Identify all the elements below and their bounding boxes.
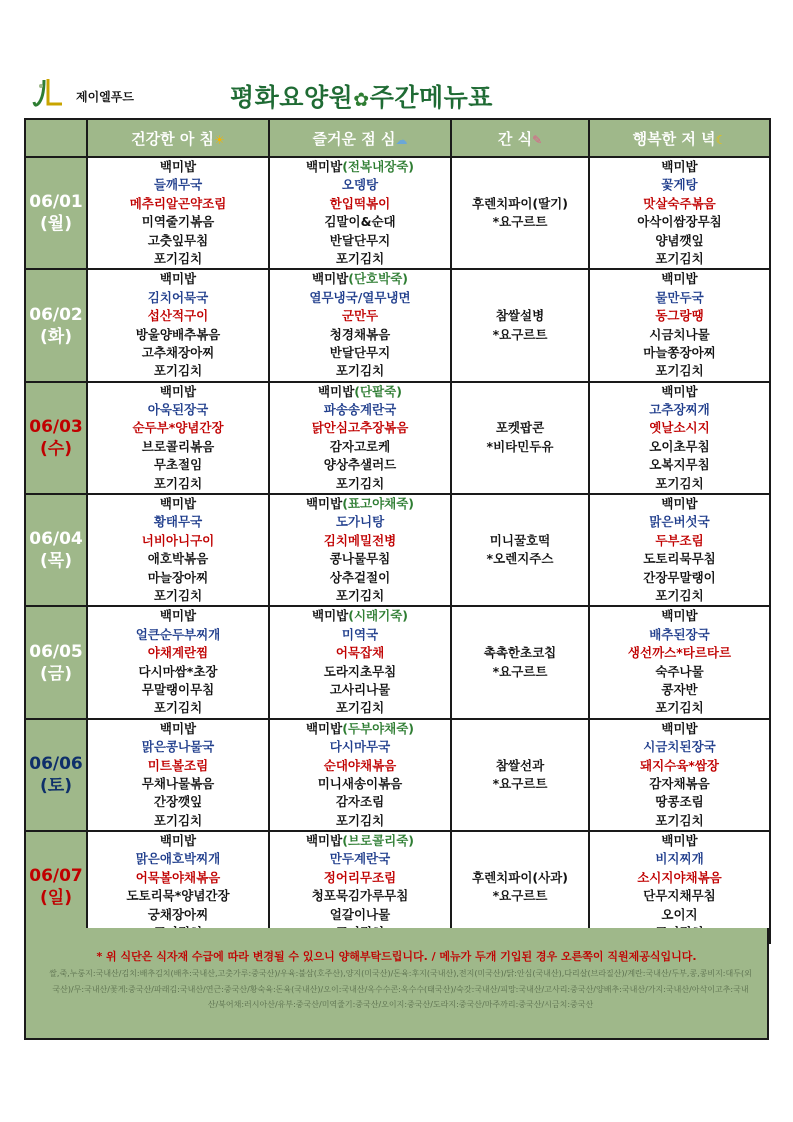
menu-item: 닭안심고추장볶음 bbox=[311, 420, 409, 436]
snack-item: 후렌치파이(딸기) bbox=[472, 195, 568, 211]
footer bbox=[24, 928, 769, 1040]
menu-item: 땅콩조림 bbox=[655, 794, 704, 810]
date-cell bbox=[25, 494, 87, 606]
weekday-label: (토) bbox=[40, 775, 72, 796]
menu-item: 고춧잎무침 bbox=[147, 232, 209, 248]
menu-item: 미니새송이볶음 bbox=[317, 775, 403, 791]
menu-item: 포기김치 bbox=[655, 250, 704, 266]
menu-item: 김말이&순대 bbox=[324, 214, 396, 230]
menu-item: 미역국 bbox=[341, 626, 379, 642]
lunch-cell bbox=[269, 157, 451, 269]
column-header-breakfast: 건강한 아 침☀ bbox=[87, 119, 269, 157]
menu-item: 상추겉절이 bbox=[329, 569, 391, 585]
menu-item: 백미밥(표고야채죽) bbox=[305, 496, 415, 512]
menu-item: 콩자반 bbox=[661, 681, 698, 697]
menu-item: 감자조림 bbox=[335, 794, 385, 810]
breakfast-cell bbox=[87, 606, 269, 718]
menu-item: 맛살숙주볶음 bbox=[643, 195, 716, 211]
menu-item: 브로콜리볶음 bbox=[141, 438, 215, 454]
weekday-label: (수) bbox=[40, 438, 72, 459]
menu-item: 김치어묵국 bbox=[147, 289, 209, 305]
menu-item: 간장무말랭이 bbox=[643, 569, 716, 585]
menu-item: 백미밥 bbox=[661, 496, 698, 512]
day-row bbox=[25, 606, 770, 718]
menu-item: 마늘쫑장아찌 bbox=[643, 344, 716, 360]
menu-item: 두부조림 bbox=[655, 532, 704, 548]
snack-item: *요구르트 bbox=[492, 214, 548, 230]
rainbow-icon: ☁ bbox=[395, 132, 408, 147]
menu-item: 맑은애호박찌개 bbox=[135, 851, 221, 867]
menu-item: 얼큰순두부찌개 bbox=[135, 626, 221, 642]
ice-cream-icon: ✎ bbox=[532, 132, 543, 147]
snack-item: *요구르트 bbox=[492, 888, 548, 904]
menu-item: 포기김치 bbox=[655, 700, 704, 716]
menu-item: 백미밥 bbox=[661, 720, 698, 736]
snack-item: *요구르트 bbox=[492, 775, 548, 791]
column-header-snack: 간 식✎ bbox=[451, 119, 589, 157]
menu-item: 배추된장국 bbox=[649, 626, 710, 642]
breakfast-cell bbox=[87, 382, 269, 494]
menu-item: 시금치나물 bbox=[649, 326, 710, 342]
menu-item: 마늘장아찌 bbox=[147, 569, 209, 585]
snack-item: *요구르트 bbox=[492, 326, 548, 342]
menu-item: 어묵볼야채볶음 bbox=[135, 869, 221, 885]
date-cell bbox=[25, 157, 87, 269]
menu-item: 황태무국 bbox=[153, 514, 203, 530]
menu-item: 파송송계란국 bbox=[323, 402, 397, 418]
menu-item: 콩나물무침 bbox=[329, 551, 391, 567]
menu-item: 아욱된장국 bbox=[147, 402, 209, 418]
menu-item: 궁채장아찌 bbox=[147, 906, 209, 922]
menu-item: 오이지 bbox=[661, 906, 698, 922]
menu-item: 백미밥(두부야채죽) bbox=[305, 720, 415, 736]
snack-cell bbox=[451, 719, 589, 831]
menu-item: 고추채장아찌 bbox=[141, 344, 215, 360]
breakfast-cell bbox=[87, 719, 269, 831]
menu-item: 백미밥(브로콜리죽) bbox=[305, 833, 415, 849]
menu-item: 포기김치 bbox=[655, 363, 704, 379]
menu-item: 고추장찌개 bbox=[649, 402, 710, 418]
date-cell bbox=[25, 382, 87, 494]
menu-item: 양념깻잎 bbox=[655, 232, 704, 248]
porridge-note: (두부야채죽) bbox=[342, 720, 415, 736]
snack-item: 촉촉한초코칩 bbox=[483, 645, 557, 661]
snack-cell bbox=[451, 269, 589, 381]
menu-item: 포기김치 bbox=[153, 700, 203, 716]
menu-item: 시금치된장국 bbox=[643, 739, 716, 755]
weekly-menu-table bbox=[24, 118, 771, 944]
date-cell bbox=[25, 719, 87, 831]
snack-item: *오렌지주스 bbox=[486, 551, 554, 567]
menu-item: 백미밥(단팥죽) bbox=[318, 383, 402, 399]
menu-item: 포기김치 bbox=[655, 475, 704, 491]
snack-item: *요구르트 bbox=[492, 663, 548, 679]
menu-item: 미트볼조림 bbox=[147, 757, 209, 773]
snack-cell bbox=[451, 606, 589, 718]
menu-item: 백미밥 bbox=[159, 496, 197, 512]
breakfast-cell bbox=[87, 269, 269, 381]
dinner-cell bbox=[589, 606, 770, 718]
menu-item: 포기김치 bbox=[655, 587, 704, 603]
menu-item: 포기김치 bbox=[335, 475, 385, 491]
menu-item: 청포묵김가루무침 bbox=[311, 888, 409, 904]
brand-name: 제이엘푸드 bbox=[76, 90, 134, 104]
lunch-cell bbox=[269, 606, 451, 718]
menu-item: 포기김치 bbox=[335, 812, 385, 828]
menu-item: 오복지무침 bbox=[649, 457, 710, 473]
menu-item: 포기김치 bbox=[153, 475, 203, 491]
menu-item: 한입떡볶이 bbox=[329, 195, 391, 211]
menu-item: 애호박볶음 bbox=[147, 551, 209, 567]
menu-item: 옛날소시지 bbox=[649, 420, 710, 436]
menu-item: 순두부*양념간장 bbox=[132, 420, 224, 436]
menu-item: 도토리묵*양념간장 bbox=[126, 888, 230, 904]
menu-item: 돼지수육*쌈장 bbox=[640, 757, 719, 773]
menu-item: 감자고로케 bbox=[329, 438, 391, 454]
menu-item: 정어리무조림 bbox=[323, 869, 397, 885]
menu-item: 백미밥 bbox=[661, 271, 698, 287]
lunch-cell bbox=[269, 719, 451, 831]
snack-cell bbox=[451, 382, 589, 494]
jl-food-logo-icon bbox=[32, 76, 66, 112]
menu-item: 백미밥 bbox=[661, 159, 698, 174]
snack-item: 미니꿀호떡 bbox=[489, 532, 551, 548]
menu-item: 숙주나물 bbox=[655, 663, 704, 679]
menu-item: 섭산적구이 bbox=[147, 308, 209, 324]
menu-item: 포기김치 bbox=[335, 363, 385, 379]
date-label: 06/03 bbox=[29, 416, 83, 437]
day-row bbox=[25, 719, 770, 831]
day-row bbox=[25, 494, 770, 606]
porridge-note: (브로콜리죽) bbox=[342, 833, 415, 849]
header-row bbox=[25, 119, 770, 157]
menu-item: 오뎅탕 bbox=[341, 177, 379, 193]
menu-item: 포기김치 bbox=[153, 250, 203, 266]
day-row bbox=[25, 269, 770, 381]
snack-item: *비타민두유 bbox=[486, 438, 554, 454]
dinner-cell bbox=[589, 269, 770, 381]
menu-item: 백미밥 bbox=[159, 833, 197, 849]
menu-item: 단무지채무침 bbox=[643, 888, 716, 904]
menu-item: 물만두국 bbox=[655, 289, 704, 305]
menu-item: 열무냉국/열무냉면 bbox=[309, 289, 411, 305]
menu-item: 포기김치 bbox=[153, 587, 203, 603]
menu-item: 백미밥 bbox=[159, 159, 197, 174]
menu-item: 포기김치 bbox=[153, 363, 203, 379]
date-label: 06/02 bbox=[29, 304, 83, 325]
date-label: 06/07 bbox=[29, 866, 83, 887]
weekday-label: (월) bbox=[40, 214, 72, 235]
weekday-label: (일) bbox=[40, 888, 72, 909]
snack-item: 참쌀선과 bbox=[495, 757, 545, 773]
menu-item: 김치메밀전병 bbox=[323, 532, 397, 548]
menu-item: 만두계란국 bbox=[329, 851, 391, 867]
menu-item: 백미밥(시래기죽) bbox=[312, 608, 408, 624]
porridge-note: (표고야채죽) bbox=[342, 496, 415, 512]
menu-item: 포기김치 bbox=[655, 812, 704, 828]
menu-item: 도라지초무침 bbox=[323, 663, 397, 679]
menu-item: 간장깻잎 bbox=[153, 794, 203, 810]
lunch-cell bbox=[269, 382, 451, 494]
menu-item: 도가니탕 bbox=[335, 514, 385, 530]
menu-item: 방울양배추볶음 bbox=[135, 326, 221, 342]
menu-item: 백미밥(단호박죽) bbox=[312, 271, 408, 287]
menu-item: 야채계란찜 bbox=[147, 645, 209, 661]
menu-item: 무말랭이무침 bbox=[141, 681, 215, 697]
sun-icon: ☀ bbox=[214, 132, 225, 147]
dinner-cell bbox=[589, 157, 770, 269]
menu-item: 오이초무침 bbox=[649, 438, 710, 454]
menu-item: 무채나물볶음 bbox=[141, 775, 215, 791]
menu-item: 백미밥(전복내장죽) bbox=[305, 159, 415, 174]
menu-item: 포기김치 bbox=[335, 250, 385, 266]
snack-cell bbox=[451, 831, 589, 943]
menu-item: 도토리묵무침 bbox=[643, 551, 716, 567]
date-label: 06/01 bbox=[29, 192, 83, 213]
menu-item: 포기김치 bbox=[335, 587, 385, 603]
menu-item: 동그랑땡 bbox=[655, 308, 704, 324]
origin-info: 쌀,죽,누룽지:국내산/김치:배추김치(배추:국내산,고춧가루:중국산)/우육:불삼(호주산),양지(미국산)/돈육:후지(국내산),전지(미국산)/닭:안심(국내산),다리살(브라질산)/계란:국내산/두부,콩,콩비지:대두(외국산)/무:국내산/꽃게:중국산/파래김:국내산/연근:중국산/황숙육:돈육(국내산)/오이:국내산/옥수수콘:옥수수(태국산)/숙갓:국내산/피망:국내산/고사리:중국산/양배추:국내산/가지:국내산/아삭이고추:국내산/북어채:러시아산/유부:중국산/미역줄기:중국산/오이지:중국산/도라지:중국산/마주까리:중국산/시금치:중국산 bbox=[49, 969, 752, 1009]
menu-item: 백미밥 bbox=[159, 608, 197, 624]
menu-item: 양상추샐러드 bbox=[323, 457, 397, 473]
date-cell bbox=[25, 606, 87, 718]
clover-icon: ✿ bbox=[353, 89, 370, 111]
column-header-dinner: 행복한 저 녁☾ bbox=[589, 119, 770, 157]
snack-cell bbox=[451, 157, 589, 269]
menu-item: 포기김치 bbox=[153, 812, 203, 828]
menu-item: 어묵잡채 bbox=[335, 645, 385, 661]
title-text-2: 주간메뉴표 bbox=[369, 83, 493, 112]
menu-item: 반달단무지 bbox=[329, 232, 391, 248]
menu-item: 백미밥 bbox=[159, 720, 197, 736]
porridge-note: (전복내장죽) bbox=[342, 159, 415, 174]
corner-cell bbox=[25, 119, 87, 157]
menu-item: 감자채볶음 bbox=[649, 775, 710, 791]
snack-item: 후렌치파이(사과) bbox=[472, 869, 568, 885]
menu-item: 순대야채볶음 bbox=[323, 757, 397, 773]
footer-notice: * 위 식단은 식자재 수급에 따라 변경될 수 있으니 양해부탁드립니다. / 메뉴가 두개 기입된 경우 오른쪽이 직원제공식입니다. bbox=[96, 950, 697, 963]
menu-item: 맑은콩나물국 bbox=[141, 739, 215, 755]
weekday-label: (금) bbox=[40, 663, 72, 684]
menu-item: 고사리나물 bbox=[329, 681, 391, 697]
dinner-cell bbox=[589, 719, 770, 831]
date-label: 06/05 bbox=[29, 641, 83, 662]
menu-item: 청경채볶음 bbox=[329, 326, 391, 342]
menu-item: 군만두 bbox=[341, 308, 379, 324]
weekday-label: (화) bbox=[40, 326, 72, 347]
date-cell bbox=[25, 831, 87, 943]
snack-cell bbox=[451, 494, 589, 606]
menu-item: 백미밥 bbox=[661, 833, 698, 849]
brand-logo bbox=[32, 76, 172, 112]
menu-item: 맑은버섯국 bbox=[649, 514, 710, 530]
menu-item: 다시마쌈*초장 bbox=[138, 663, 218, 679]
menu-item: 메추리알곤약조림 bbox=[129, 195, 227, 211]
menu-item: 비지찌개 bbox=[655, 851, 704, 867]
snack-item: 포켓팝콘 bbox=[495, 420, 545, 436]
dinner-cell bbox=[589, 382, 770, 494]
column-header-lunch: 즐거운 점 심☁ bbox=[269, 119, 451, 157]
breakfast-cell bbox=[87, 831, 269, 943]
breakfast-cell bbox=[87, 494, 269, 606]
day-row bbox=[25, 831, 770, 943]
menu-item: 백미밥 bbox=[661, 608, 698, 624]
snack-item: 참쌀설병 bbox=[495, 308, 545, 324]
porridge-note: (단팥죽) bbox=[354, 383, 402, 399]
menu-item: 무초절임 bbox=[153, 457, 203, 473]
day-row bbox=[25, 157, 770, 269]
menu-item: 다시마무국 bbox=[329, 739, 391, 755]
menu-body bbox=[25, 157, 770, 943]
menu-item: 너비아니구이 bbox=[141, 532, 215, 548]
menu-item: 백미밥 bbox=[159, 271, 197, 287]
menu-item: 백미밥 bbox=[159, 383, 197, 399]
dinner-cell bbox=[589, 831, 770, 943]
title-text: 평화요양원 bbox=[230, 83, 354, 112]
menu-item: 미역줄기볶음 bbox=[141, 214, 215, 230]
menu-item: 포기김치 bbox=[335, 700, 385, 716]
menu-item: 반달단무지 bbox=[329, 344, 391, 360]
menu-item: 백미밥 bbox=[661, 383, 698, 399]
menu-item: 소시지야채볶음 bbox=[637, 869, 722, 885]
day-row bbox=[25, 382, 770, 494]
lunch-cell bbox=[269, 831, 451, 943]
menu-item: 얼갈이나물 bbox=[329, 906, 391, 922]
porridge-note: (시래기죽) bbox=[348, 608, 408, 624]
menu-item: 아삭이쌈장무침 bbox=[637, 214, 722, 230]
date-cell bbox=[25, 269, 87, 381]
moon-icon: ☾ bbox=[715, 132, 727, 147]
dinner-cell bbox=[589, 494, 770, 606]
breakfast-cell bbox=[87, 157, 269, 269]
porridge-note: (단호박죽) bbox=[348, 271, 408, 287]
menu-item: 들깨무국 bbox=[153, 177, 203, 193]
page-title bbox=[230, 78, 493, 114]
date-label: 06/06 bbox=[29, 753, 83, 774]
page-header bbox=[24, 76, 769, 116]
lunch-cell bbox=[269, 269, 451, 381]
menu-item: 생선까스*타르타르 bbox=[627, 645, 732, 661]
menu-item: 꽃게탕 bbox=[661, 177, 698, 193]
lunch-cell bbox=[269, 494, 451, 606]
weekday-label: (목) bbox=[40, 551, 72, 572]
date-label: 06/04 bbox=[29, 529, 83, 550]
